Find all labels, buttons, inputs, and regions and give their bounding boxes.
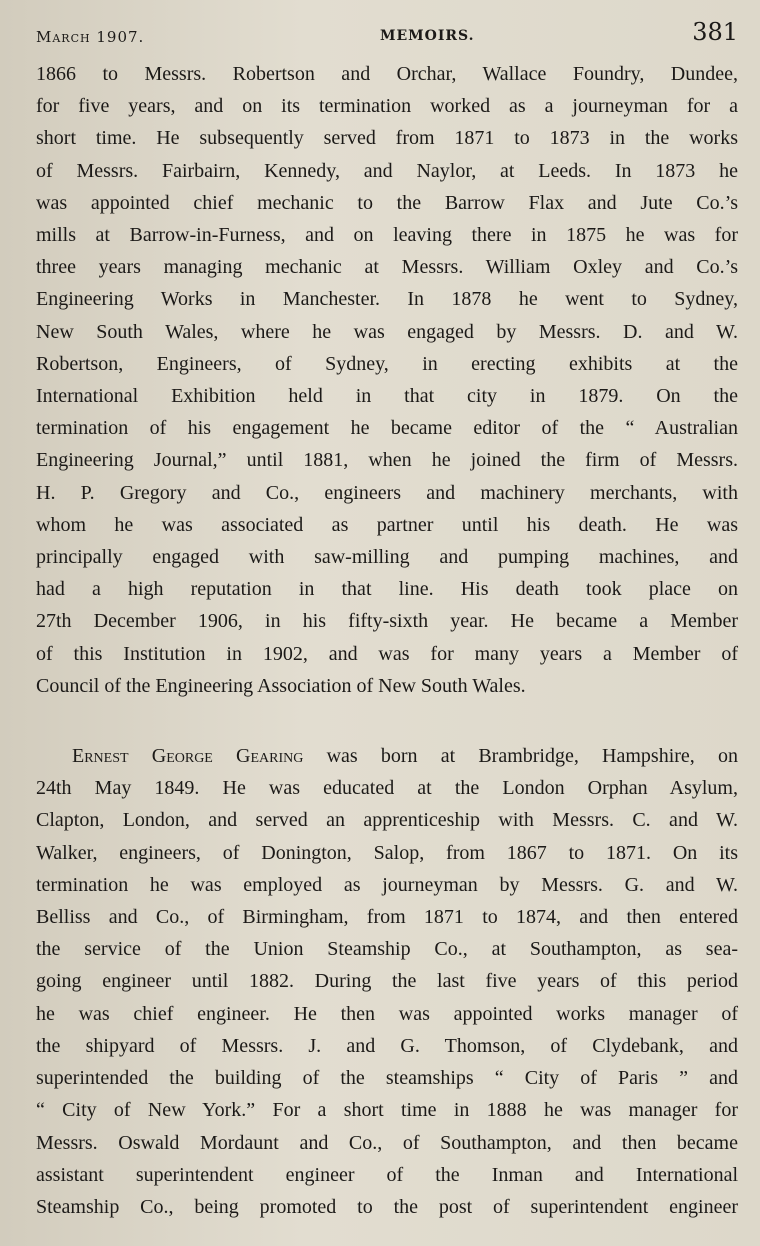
text-line: termination of his engagement he became editor of the “ Australian — [36, 417, 738, 440]
text-line: he was chief engineer. He then was appointed works manager of — [36, 1002, 738, 1025]
text-line: was appointed chief mechanic to the Barrow Flax and Jute Co.’s — [36, 191, 738, 214]
text-line: going engineer until 1882. During the last five years of this period — [36, 970, 738, 993]
text-line: Belliss and Co., of Birmingham, from 1871 to 1874, and then entered — [36, 906, 738, 929]
page-number: 381 — [692, 18, 738, 46]
text-line: superintended the building of the steamships “ City of Paris ” and — [36, 1067, 738, 1090]
running-head-date: March 1907. — [36, 28, 145, 46]
text-line: the shipyard of Messrs. J. and G. Thomson, of Clydebank, and — [36, 1034, 738, 1057]
text-line: short time. He subsequently served from 1871 to 1873 in the works — [36, 127, 738, 150]
text-line: Clapton, London, and served an apprenticeship with Messrs. C. and W. — [36, 809, 738, 832]
text-line: Engineering Journal,” until 1881, when he joined the firm of Messrs. — [36, 449, 738, 472]
text-line: whom he was associated as partner until his death. He was — [36, 513, 738, 536]
text-line-first — [36, 740, 738, 772]
text-line: mills at Barrow-in-Furness, and on leaving there in 1875 he was for — [36, 224, 738, 247]
text-line: assistant superintendent engineer of the Inman and International — [36, 1163, 738, 1186]
text-line: of this Institution in 1902, and was for many years a Member of — [36, 642, 738, 665]
text-line: of Messrs. Fairbairn, Kennedy, and Naylor, at Leeds. In 1873 he — [36, 159, 738, 182]
running-head — [36, 18, 738, 58]
memoir-paragraph-gearing — [36, 740, 738, 1223]
running-head-section: MEMOIRS. — [380, 28, 475, 44]
memoir-subject-name: Ernest George Gearing — [72, 745, 304, 768]
text-line: Steamship Co., being promoted to the post of superintendent engineer — [36, 1195, 738, 1218]
text-line: 1866 to Messrs. Robertson and Orchar, Wallace Foundry, Dundee, — [36, 63, 738, 85]
text-line: Engineering Works in Manchester. In 1878 he went to Sydney, — [36, 288, 738, 311]
text-line: Robertson, Engineers, of Sydney, in erecting exhibits at the — [36, 352, 738, 375]
text-line: Walker, engineers, of Donington, Salop, from 1867 to 1871. On its — [36, 841, 738, 864]
text-line: 27th December 1906, in his fifty-sixth year. He became a Member — [36, 610, 738, 633]
text-line: 24th May 1849. He was educated at the London Orphan Asylum, — [36, 777, 738, 800]
text-line: H. P. Gregory and Co., engineers and machinery merchants, with — [36, 481, 738, 504]
text-line: principally engaged with saw-milling and pumping machines, and — [36, 546, 738, 569]
text-line: International Exhibition held in that city in 1879. On the — [36, 385, 738, 408]
paragraph-gap — [36, 702, 738, 740]
text-line: the service of the Union Steamship Co., at Southampton, as sea- — [36, 938, 738, 961]
text-line: three years managing mechanic at Messrs. William Oxley and Co.’s — [36, 256, 738, 279]
text-line: New South Wales, where he was engaged by Messrs. D. and W. — [36, 320, 738, 343]
text-line: for five years, and on its termination worked as a journeyman for a — [36, 95, 738, 118]
text-line: Messrs. Oswald Mordaunt and Co., of Southampton, and then became — [36, 1131, 738, 1154]
text-line: “ City of New York.” For a short time in 1888 he was manager for — [36, 1099, 738, 1122]
text-line-rest: was born at Brambridge, Hampshire, on — [303, 745, 738, 768]
memoir-paragraph-continued — [36, 58, 738, 702]
text-line: had a high reputation in that line. His death took place on — [36, 578, 738, 601]
text-line: termination he was employed as journeyman by Messrs. G. and W. — [36, 873, 738, 896]
text-line: Council of the Engineering Association of New South Wales. — [36, 674, 526, 697]
